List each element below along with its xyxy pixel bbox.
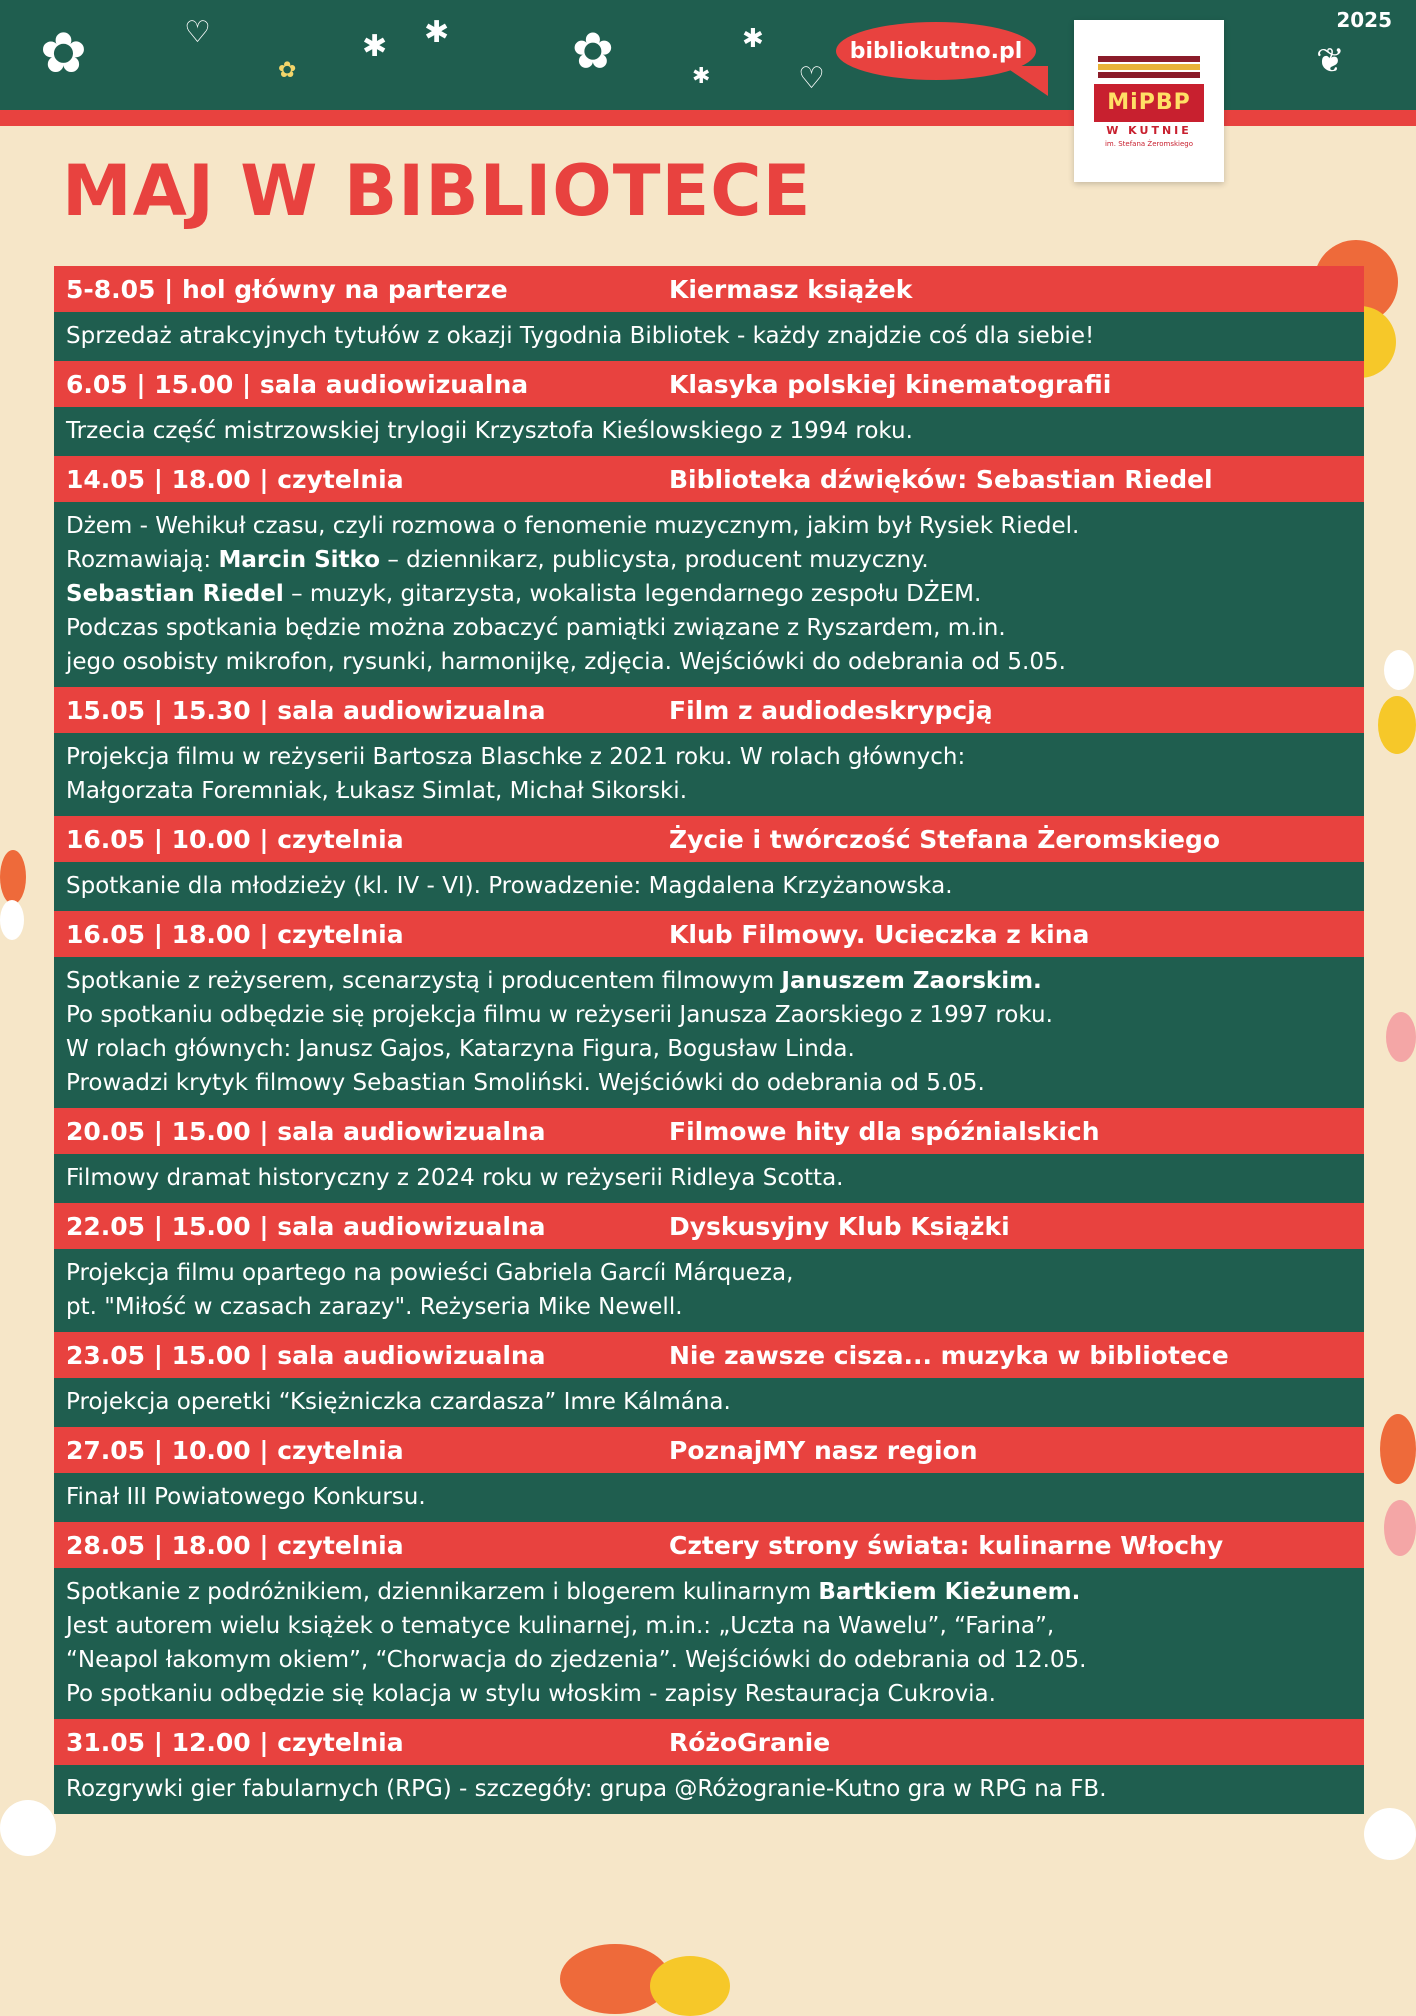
event-date-place: 6.05 | 15.00 | sala audiowizualna (66, 370, 529, 399)
event-header (54, 456, 1364, 502)
event-header (54, 1719, 1364, 1765)
event-date-place: 16.05 | 18.00 | czytelnia (66, 920, 404, 949)
event-item (54, 456, 1364, 687)
description-text: – muzyk, gitarzysta, wokalista legendarnego zespołu DŻEM. (283, 581, 982, 607)
description-text: Spotkanie dla młodzieży (kl. IV - VI). Prowadzenie: Magdalena Krzyżanowska. (66, 873, 953, 899)
description-text: jego osobisty mikrofon, rysunki, harmonijkę, zdjęcia. Wejściówki do odebrania od 5.05. (66, 649, 1066, 675)
event-description (54, 1249, 1364, 1332)
event-description (54, 407, 1364, 456)
event-header (54, 1427, 1364, 1473)
description-text: “Neapol łakomym okiem”, “Chorwacja do zjedzenia”. Wejściówki do odebrania od 12.05. (66, 1647, 1087, 1673)
logo-city: W KUTNIE (1106, 124, 1192, 137)
event-header (54, 816, 1364, 862)
event-title: Dyskusyjny Klub Książki (669, 1212, 1010, 1241)
sparkle-icon: ✱ (362, 29, 388, 64)
event-item (54, 1522, 1364, 1719)
description-text: W rolach głównych: Janusz Gajos, Katarzyna Figura, Bogusław Linda. (66, 1036, 855, 1062)
event-description (54, 1154, 1364, 1203)
library-logo (1074, 20, 1224, 182)
description-line (66, 774, 1352, 808)
description-line (66, 869, 1352, 903)
heart-icon: ♡ (798, 61, 825, 96)
description-text: Spotkanie z reżyserem, scenarzystą i producentem filmowym (66, 968, 782, 994)
description-line (66, 1256, 1352, 1290)
event-description (54, 957, 1364, 1108)
description-line (66, 611, 1352, 645)
sparkle-icon: ✱ (424, 15, 450, 50)
description-text: Sprzedaż atrakcyjnych tytułów z okazji Tygodnia Bibliotek - każdy znajdzie coś dla siebie! (66, 323, 1095, 349)
event-title: PoznajMY nasz region (669, 1436, 978, 1465)
description-text: Małgorzata Foremniak, Łukasz Simlat, Michał Sikorski. (66, 778, 687, 804)
description-text: Dżem - Wehikuł czasu, czyli rozmowa o fenomenie muzycznym, jakim był Rysiek Riedel. (66, 513, 1080, 539)
event-title: Klub Filmowy. Ucieczka z kina (669, 920, 1090, 949)
description-text: Projekcja operetki “Księżniczka czardasza” Imre Kálmána. (66, 1389, 731, 1415)
website-link[interactable]: bibliokutno.pl (836, 22, 1036, 80)
event-description (54, 1765, 1364, 1814)
description-line (66, 1643, 1352, 1677)
event-description (54, 1473, 1364, 1522)
event-description (54, 502, 1364, 687)
event-header (54, 1203, 1364, 1249)
highlighted-name: Bartkiem Kieżunem. (818, 1579, 1081, 1605)
description-text: Podczas spotkania będzie można zobaczyć pamiątki związane z Ryszardem, m.in. (66, 615, 1006, 641)
rose-icon (1384, 1500, 1416, 1556)
event-item (54, 816, 1364, 911)
event-date-place: 23.05 | 15.00 | sala audiowizualna (66, 1341, 546, 1370)
description-text: Rozgrywki gier fabularnych (RPG) - szczegóły: grupa @Różogranie-Kutno gra w RPG na FB. (66, 1776, 1107, 1802)
logo-book-icon (1098, 56, 1200, 86)
highlighted-name: Marcin Sitko (218, 547, 381, 573)
description-text: Po spotkaniu odbędzie się projekcja filmu w reżyserii Janusza Zaorskiego z 1997 roku. (66, 1002, 1053, 1028)
sparkle-icon: ✱ (742, 24, 764, 54)
event-date-place: 22.05 | 15.00 | sala audiowizualna (66, 1212, 546, 1241)
event-description (54, 733, 1364, 816)
event-title: Biblioteka dźwięków: Sebastian Riedel (669, 465, 1213, 494)
event-date-place: 15.05 | 15.30 | sala audiowizualna (66, 696, 546, 725)
logo-patron: im. Stefana Żeromskiego (1104, 140, 1194, 148)
event-item (54, 1108, 1364, 1203)
event-title: Kiermasz książek (669, 275, 913, 304)
event-item (54, 687, 1364, 816)
logo-abbr: MiPBP (1094, 84, 1204, 122)
event-description (54, 1568, 1364, 1719)
rose-icon (1380, 1414, 1416, 1484)
rose-icon (650, 1956, 730, 2016)
event-header (54, 266, 1364, 312)
daisy-icon (0, 1800, 56, 1856)
description-line (66, 1772, 1352, 1806)
event-title: Filmowe hity dla spóźnialskich (669, 1117, 1100, 1146)
rose-icon (1378, 696, 1416, 754)
rose-icon: ✿ (572, 22, 614, 80)
event-item (54, 1332, 1364, 1427)
description-text: pt. "Miłość w czasach zarazy". Reżyseria Mike Newell. (66, 1294, 683, 1320)
event-description (54, 862, 1364, 911)
event-date-place: 5-8.05 | hol główny na parterze (66, 275, 508, 304)
sparkle-icon: ✱ (692, 64, 711, 89)
event-header (54, 361, 1364, 407)
event-title: Klasyka polskiej kinematografii (669, 370, 1112, 399)
event-title: Nie zawsze cisza... muzyka w bibliotece (669, 1341, 1229, 1370)
description-text: Projekcja filmu w reżyserii Bartosza Blaschke z 2021 roku. W rolach głównych: (66, 744, 966, 770)
description-text: Spotkanie z podróżnikiem, dziennikarzem i blogerem kulinarnym (66, 1579, 819, 1605)
event-item (54, 911, 1364, 1108)
daisy-icon (1384, 650, 1414, 690)
description-line (66, 1032, 1352, 1066)
event-title: Cztery strony świata: kulinarne Włochy (669, 1531, 1224, 1560)
heart-icon: ♡ (184, 15, 211, 50)
year: 2025 (1336, 8, 1392, 32)
rose-icon (0, 850, 26, 904)
description-line (66, 577, 1352, 611)
event-title: Film z audiodeskrypcją (669, 696, 993, 725)
event-description (54, 312, 1364, 361)
daisy-icon (0, 900, 24, 940)
description-line (66, 645, 1352, 679)
description-line (66, 1161, 1352, 1195)
description-line (66, 998, 1352, 1032)
event-item (54, 1203, 1364, 1332)
description-line (66, 1480, 1352, 1514)
speech-bubble-tail (1004, 66, 1048, 96)
event-item (54, 361, 1364, 456)
description-line (66, 543, 1352, 577)
event-date-place: 31.05 | 12.00 | czytelnia (66, 1728, 404, 1757)
event-header (54, 1108, 1364, 1154)
event-header (54, 1332, 1364, 1378)
description-text: Prowadzi krytyk filmowy Sebastian Smoliński. Wejściówki do odebrania od 5.05. (66, 1070, 985, 1096)
highlighted-name: Januszem Zaorskim. (781, 968, 1042, 994)
description-line (66, 1609, 1352, 1643)
event-title: RóżoGranie (669, 1728, 831, 1757)
event-date-place: 14.05 | 18.00 | czytelnia (66, 465, 404, 494)
description-text: Projekcja filmu opartego na powieści Gabriela Garcíi Márqueza, (66, 1260, 794, 1286)
event-header (54, 911, 1364, 957)
leaf-icon: ❦ (1316, 41, 1345, 81)
description-line (66, 1575, 1352, 1609)
description-text: Finał III Powiatowego Konkursu. (66, 1484, 426, 1510)
event-date-place: 27.05 | 10.00 | czytelnia (66, 1436, 404, 1465)
description-line (66, 1066, 1352, 1100)
event-item (54, 1427, 1364, 1522)
event-item (54, 266, 1364, 361)
highlighted-name: Sebastian Riedel (66, 581, 284, 607)
description-text: – dziennikarz, publicysta, producent muzyczny. (380, 547, 929, 573)
description-line (66, 740, 1352, 774)
event-title: Życie i twórczość Stefana Żeromskiego (669, 825, 1221, 854)
description-text: Jest autorem wielu książek o tematyce kulinarnej, m.in.: „Uczta na Wawelu”, “Farina”, (66, 1613, 1055, 1639)
description-text: Po spotkaniu odbędzie się kolacja w stylu włoskim - zapisy Restauracja Cukrovia. (66, 1681, 996, 1707)
page-title: MAJ W BIBLIOTECE (62, 150, 812, 232)
description-line (66, 414, 1352, 448)
event-item (54, 1719, 1364, 1814)
event-header (54, 687, 1364, 733)
daisy-icon: ✿ (278, 58, 297, 83)
event-list (54, 266, 1364, 1814)
description-text: Filmowy dramat historyczny z 2024 roku w reżyserii Ridleya Scotta. (66, 1165, 844, 1191)
daisy-icon (1364, 1808, 1416, 1860)
description-line (66, 1385, 1352, 1419)
description-line (66, 319, 1352, 353)
rose-icon (1386, 1012, 1416, 1062)
rose-icon: ✿ (40, 21, 87, 86)
description-line (66, 964, 1352, 998)
description-text: Trzecia część mistrzowskiej trylogii Krzysztofa Kieślowskiego z 1994 roku. (66, 418, 913, 444)
event-header (54, 1522, 1364, 1568)
description-line (66, 1677, 1352, 1711)
event-date-place: 20.05 | 15.00 | sala audiowizualna (66, 1117, 546, 1146)
event-description (54, 1378, 1364, 1427)
description-line (66, 509, 1352, 543)
description-line (66, 1290, 1352, 1324)
event-date-place: 28.05 | 18.00 | czytelnia (66, 1531, 404, 1560)
event-date-place: 16.05 | 10.00 | czytelnia (66, 825, 404, 854)
description-text: Rozmawiają: (66, 547, 219, 573)
